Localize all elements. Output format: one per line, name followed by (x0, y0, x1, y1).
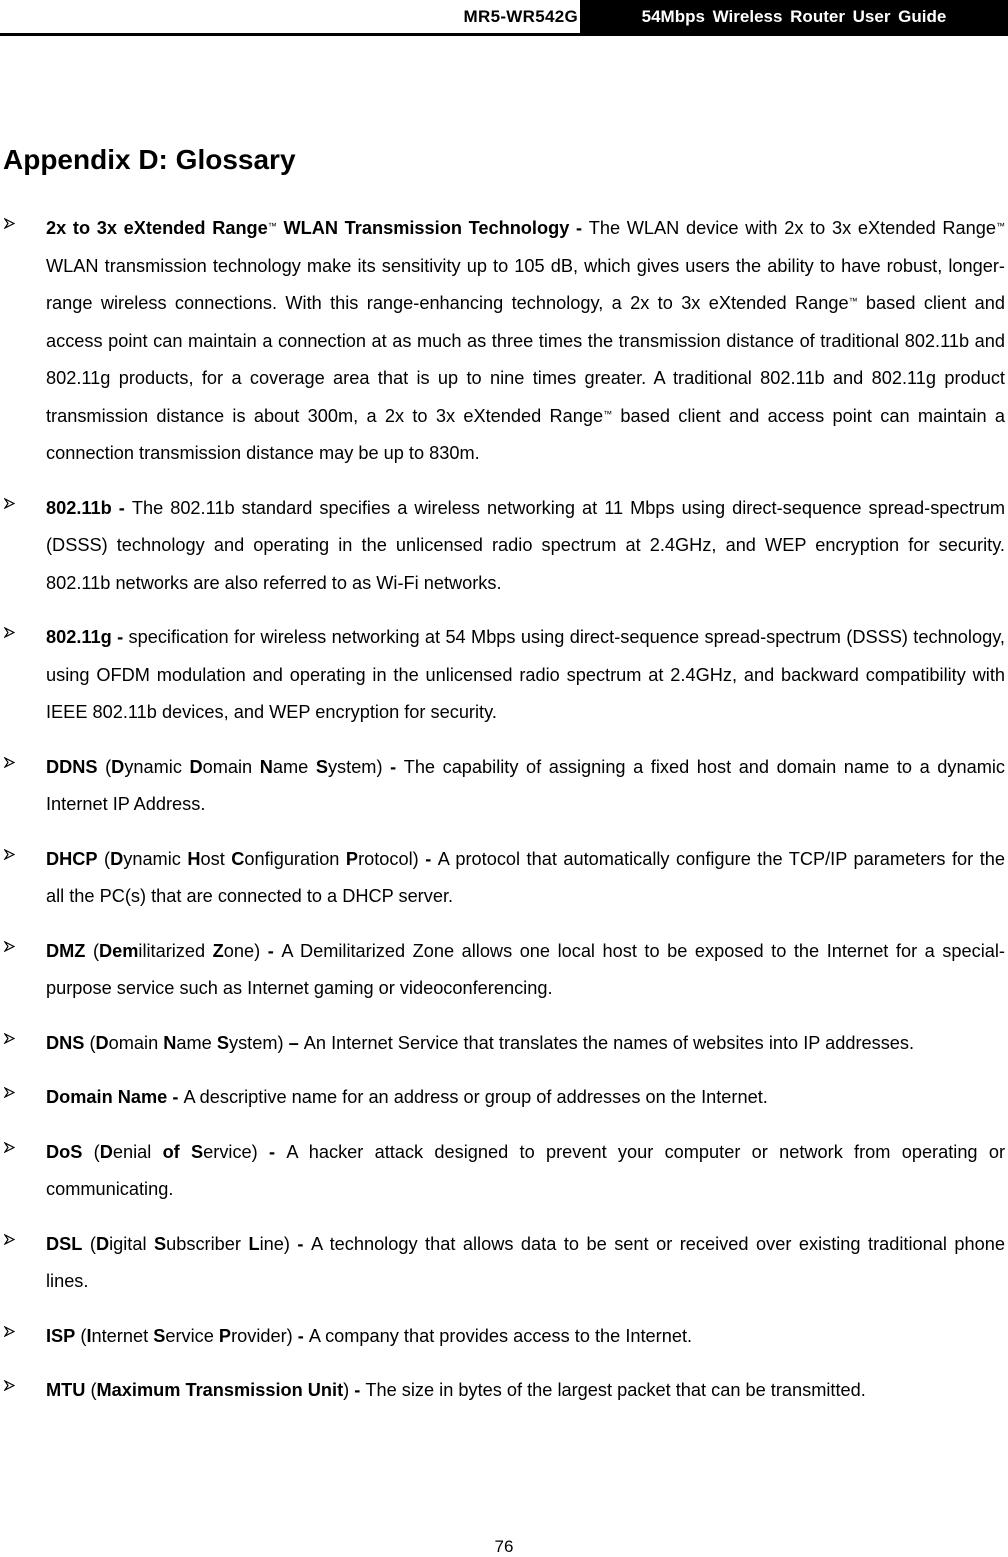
arrow-bullet-icon (4, 757, 16, 769)
expansion-initial: S (153, 1233, 167, 1254)
expansion (180, 1142, 191, 1162)
glossary-list (0, 210, 1008, 1427)
expansion: ystem) (228, 1032, 289, 1053)
expansion: ( (85, 940, 99, 961)
term: 802.11g - (46, 627, 129, 647)
definition: The WLAN device with 2x to 3x eXtended Range (588, 218, 996, 238)
entry-text (46, 1134, 1005, 1209)
term: DMZ (46, 940, 86, 961)
glossary-entry-dos (0, 1134, 1008, 1209)
glossary-entry-dmz (0, 933, 1008, 1008)
expansion-initial: Dem (99, 940, 139, 961)
expansion: igital (109, 1233, 154, 1254)
expansion-initial: C (231, 848, 245, 869)
entry-text (46, 490, 1005, 603)
term: DNS (46, 1032, 85, 1053)
expansion-initial: S (153, 1325, 166, 1346)
expansion: one) (223, 940, 268, 961)
expansion: ynamic (124, 756, 190, 777)
glossary-entry-dns (0, 1025, 1008, 1063)
term: Domain Name - (46, 1087, 184, 1107)
arrow-bullet-icon (4, 218, 16, 230)
arrow-bullet-icon (4, 1142, 16, 1154)
term: DDNS (46, 756, 98, 777)
expansion-initial: D (95, 1032, 109, 1053)
separator: - (297, 1325, 309, 1346)
expansion: ( (85, 1380, 97, 1400)
expansion: ame (176, 1032, 217, 1053)
expansion: enial (112, 1141, 163, 1162)
definition: specification for wireless networking at 54 Mbps using direct-sequence spread-spectrum (DSSS) technology, using OFDM modulation and operating in the unlicensed radio spectrum at 2.4GHz, and backward compatibility with IEEE 802.11b devices, and WEP encryption for security. (46, 627, 1005, 722)
expansion: ( (84, 1032, 96, 1053)
expansion: onfiguration (244, 848, 346, 869)
expansion: rovider) (231, 1325, 298, 1346)
expansion: ( (75, 1325, 87, 1346)
expansion-initial: Z (212, 940, 224, 961)
separator: - (267, 940, 282, 961)
expansion-initial: D (110, 848, 124, 869)
term: DSL (46, 1233, 83, 1254)
expansion-initial: H (187, 848, 201, 869)
definition: The size in bytes of the largest packet that can be transmitted. (365, 1380, 866, 1400)
arrow-bullet-icon (4, 1234, 16, 1246)
expansion: nternet (91, 1325, 154, 1346)
expansion: ervice) (203, 1141, 270, 1162)
expansion: ilitarized (138, 940, 213, 961)
glossary-entry-domain-name (0, 1079, 1008, 1117)
glossary-entry-dsl (0, 1226, 1008, 1301)
definition: A descriptive name for an address or group of addresses on the Internet. (183, 1087, 768, 1107)
expansion-initial: D (111, 756, 125, 777)
term: MTU (46, 1380, 86, 1400)
entry-text (46, 749, 1005, 824)
expansion: ( (82, 1141, 100, 1162)
arrow-bullet-icon (4, 498, 16, 510)
trademark-mark: ™ (603, 408, 613, 419)
definition: based client and access point can maintain a connection transmission distance may be up to 830m. (46, 405, 1005, 463)
separator: - (390, 756, 404, 777)
expansion: ) (343, 1380, 355, 1400)
separator: – (288, 1032, 304, 1053)
entry-text (46, 619, 1005, 732)
expansion: ystem) (327, 756, 391, 777)
header-rule (0, 33, 1008, 36)
expansion-initial: L (248, 1233, 260, 1254)
definition: The 802.11b standard specifies a wireless networking at 11 Mbps using direct-sequence spread-spectrum (DSSS) technology and operating in the unlicensed radio spectrum at 2.4GHz, and WEP encryption for security. 802.11b networks are also referred to as Wi-Fi networks. (46, 497, 1005, 593)
definition: The capability of assigning a fixed host and domain name to a dynamic Internet IP Address. (46, 756, 1005, 814)
arrow-bullet-icon (4, 1380, 16, 1392)
page-title: Appendix D: Glossary (3, 144, 296, 175)
expansion: ( (82, 1233, 96, 1254)
definition: An Internet Service that translates the names of websites into IP addresses. (303, 1032, 915, 1053)
definition: WLAN transmission technology make its sensitivity up to 105 dB, which gives users the ability to have robust, longer-range wireless connections. With this range-enhancing technology, a 2x to 3x eXtended Range (46, 255, 1005, 313)
expansion-initial: P (218, 1325, 232, 1346)
trademark-mark: ™ (848, 296, 858, 306)
glossary-entry-ddns (0, 749, 1008, 824)
glossary-entry-dhcp (0, 841, 1008, 916)
separator: - (425, 848, 438, 869)
definition: A technology that allows data to be sent or received over existing traditional phone lines. (46, 1233, 1005, 1291)
term: DoS (46, 1141, 83, 1162)
term: WLAN Transmission Technology - (276, 218, 589, 238)
entry-text (46, 933, 1005, 1008)
term: 2x to 3x eXtended Range (46, 218, 268, 238)
arrow-bullet-icon (4, 1087, 16, 1099)
entry-text (46, 1226, 1005, 1301)
expansion: ame (272, 756, 316, 777)
arrow-bullet-icon (4, 627, 16, 639)
definition: based client and access point can maintain a connection at as much as three times the transmission distance of traditional 802.11b and 802.11g products, for a coverage area that is up to nine times greater. A traditional 802.11b and 802.11g product transmission distance is about 300m, a 2x to 3x eXtended Range (46, 293, 1005, 426)
expansion-initial: D (95, 1233, 110, 1254)
entry-text (46, 1025, 1005, 1063)
expansion: ( (97, 756, 112, 777)
expansion-initial: N (163, 1032, 177, 1053)
expansion-initial: of (162, 1141, 180, 1162)
entry-text (46, 1372, 1005, 1410)
header-model: MR5-WR542G (463, 7, 578, 26)
expansion-initial: D (99, 1141, 113, 1162)
entry-text (46, 210, 1005, 473)
entry-text (46, 841, 1005, 916)
expansion-initial: S (191, 1141, 204, 1162)
definition: A protocol that automatically configure the TCP/IP parameters for the all the PC(s) that are connected to a DHCP server. (46, 848, 1005, 906)
header-title: 54Mbps Wireless Router User Guide (580, 0, 1008, 33)
glossary-entry-802-11g (0, 619, 1008, 732)
expansion: ynamic (123, 848, 188, 869)
expansion-initial: Maximum Transmission Unit (96, 1380, 344, 1400)
expansion: omain (108, 1032, 164, 1053)
expansion-initial: N (259, 756, 273, 777)
definition: A hacker attack designed to prevent your computer or network from operating or communicating. (46, 1141, 1005, 1199)
term: DHCP (46, 848, 98, 869)
expansion: omain (202, 756, 260, 777)
expansion-initial: P (345, 848, 359, 869)
glossary-entry-isp (0, 1318, 1008, 1356)
expansion-initial: S (315, 756, 328, 777)
glossary-entry-xr (0, 210, 1008, 473)
page-number: 76 (494, 1537, 514, 1556)
expansion: ( (97, 848, 111, 869)
trademark-mark: ™ (267, 221, 277, 231)
expansion: ost (200, 848, 232, 869)
entry-text (46, 1318, 1005, 1356)
page-header (0, 0, 1008, 36)
entry-text (46, 1079, 1005, 1117)
separator: - (297, 1233, 311, 1254)
expansion-initial: D (189, 756, 203, 777)
term: 802.11b - (46, 497, 132, 518)
arrow-bullet-icon (4, 849, 16, 861)
definition: A company that provides access to the Internet. (308, 1325, 693, 1346)
term: ISP (46, 1325, 76, 1346)
trademark-mark: ™ (995, 221, 1005, 231)
expansion-initial: I (86, 1325, 92, 1346)
separator: - (354, 1380, 366, 1400)
arrow-bullet-icon (4, 1033, 16, 1045)
expansion: ine) (259, 1233, 298, 1254)
expansion: rotocol) (358, 848, 426, 869)
expansion: ubscriber (166, 1233, 249, 1254)
separator: - (269, 1141, 287, 1162)
arrow-bullet-icon (4, 1326, 16, 1338)
definition: A Demilitarized Zone allows one local host to be exposed to the Internet for a special-purpose service such as Internet gaming or videoconferencing. (46, 940, 1005, 998)
glossary-entry-802-11b (0, 490, 1008, 603)
expansion-initial: S (216, 1032, 229, 1053)
glossary-entry-mtu (0, 1372, 1008, 1410)
expansion: ervice (165, 1325, 219, 1346)
arrow-bullet-icon (4, 941, 16, 953)
